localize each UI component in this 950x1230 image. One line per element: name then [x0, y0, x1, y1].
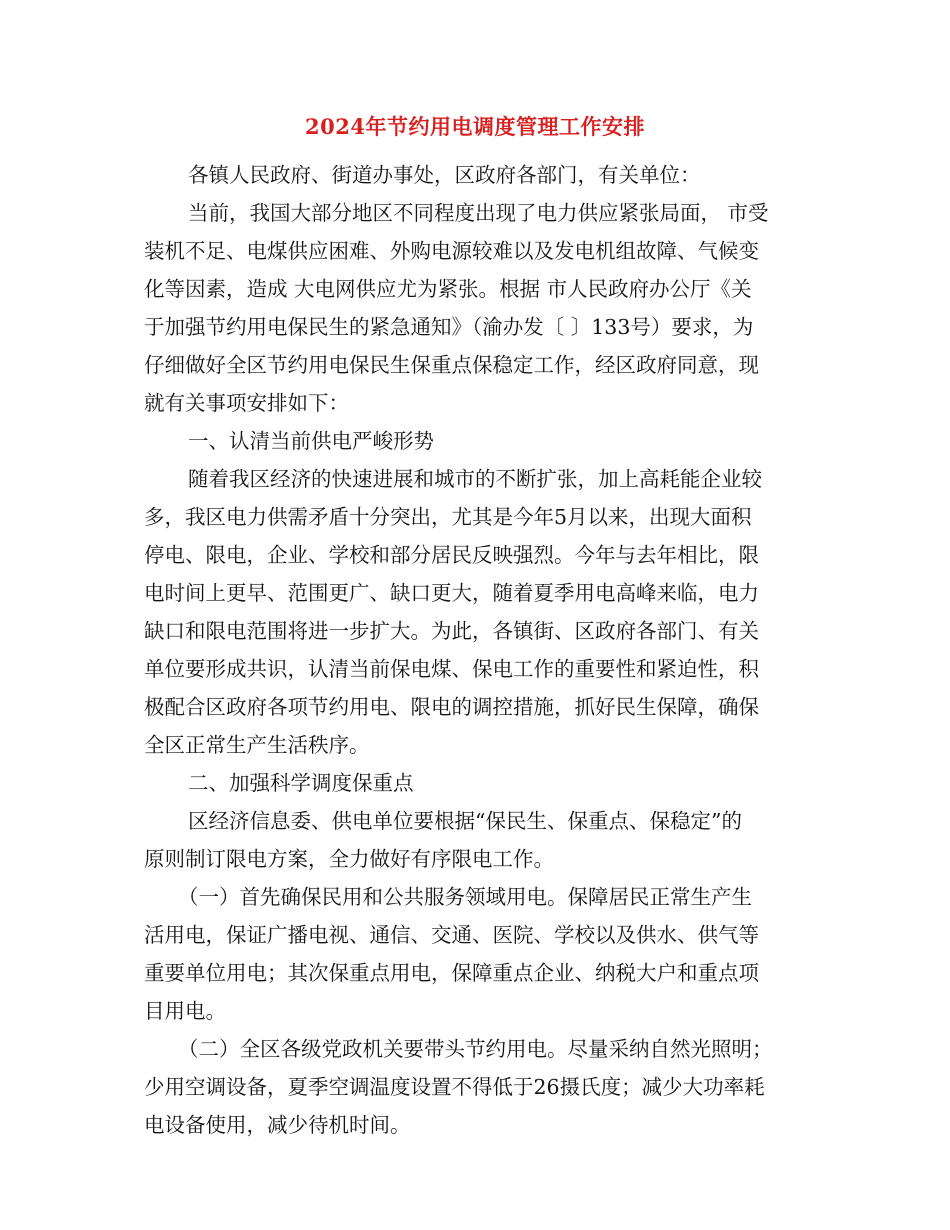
paragraph-line: 目用电。 — [144, 999, 226, 1023]
document-title: 2024年节约用电调度管理工作安排 — [305, 114, 645, 139]
paragraph-line: 仔细做好全区节约用电保民生保重点保稳定工作，经区政府同意，现 — [144, 353, 759, 377]
paragraph-line: 少用空调设备，夏季空调温度设置不得低于26摄氏度；减少大功率耗 — [144, 1075, 765, 1099]
paragraph-line: 活用电，保证广播电视、通信、交通、医院、学校以及供水、供气等 — [144, 923, 759, 947]
paragraph-line: 装机不足、电煤供应困难、外购电源较难以及发电机组故障、气候变 — [144, 239, 759, 263]
paragraph-line: （二）全区各级党政机关要带头节约用电。尽量采纳自然光照明； — [178, 1037, 773, 1061]
paragraph-line: 缺口和限电范围将进一步扩大。为此，各镇街、区政府各部门、有关 — [144, 619, 759, 643]
paragraph-line: 原则制订限电方案，全力做好有序限电工作。 — [144, 847, 554, 871]
paragraph-line: 多，我区电力供需矛盾十分突出，尤其是今年5月以来，出现大面积 — [144, 505, 752, 529]
section-heading: 一、认清当前供电严峻形势 — [188, 429, 434, 453]
section-heading: 二、加强科学调度保重点 — [188, 771, 414, 795]
paragraph-line: 停电、限电，企业、学校和部分居民反映强烈。今年与去年相比，限 — [144, 543, 759, 567]
paragraph-line: 当前，我国大部分地区不同程度出现了电力供应紧张局面， 市受 — [188, 201, 769, 225]
paragraph-line: 电设备使用，减少待机时间。 — [144, 1113, 411, 1137]
paragraph-line: （一）首先确保民用和公共服务领域用电。保障居民正常生产生 — [178, 885, 752, 909]
paragraph-line: 单位要形成共识，认清当前保电煤、保电工作的重要性和紧迫性，积 — [144, 657, 759, 681]
paragraph-line: 电时间上更早、范围更广、缺口更大，随着夏季用电高峰来临，电力 — [144, 581, 759, 605]
paragraph-line: 就有关事项安排如下： — [144, 391, 349, 415]
paragraph-line: 于加强节约用电保民生的紧急通知》（渝办发〔 〕133号）要求，为 — [144, 315, 754, 339]
paragraph-line: 重要单位用电；其次保重点用电，保障重点企业、纳税大户和重点项 — [144, 961, 759, 985]
paragraph-line: 极配合区政府各项节约用电、限电的调控措施，抓好民生保障，确保 — [144, 695, 759, 719]
paragraph-line: 全区正常生产生活秩序。 — [144, 733, 370, 757]
paragraph-line: 随着我区经济的快速进展和城市的不断扩张，加上高耗能企业较 — [188, 467, 762, 491]
salutation-line: 各镇人民政府、街道办事处，区政府各部门，有关单位： — [188, 163, 701, 187]
paragraph-line: 区经济信息委、供电单位要根据“保民生、保重点、保稳定”的 — [188, 809, 742, 833]
paragraph-line: 化等因素，造成 大电网供应尤为紧张。根据 市人民政府办公厅《关 — [144, 277, 752, 301]
